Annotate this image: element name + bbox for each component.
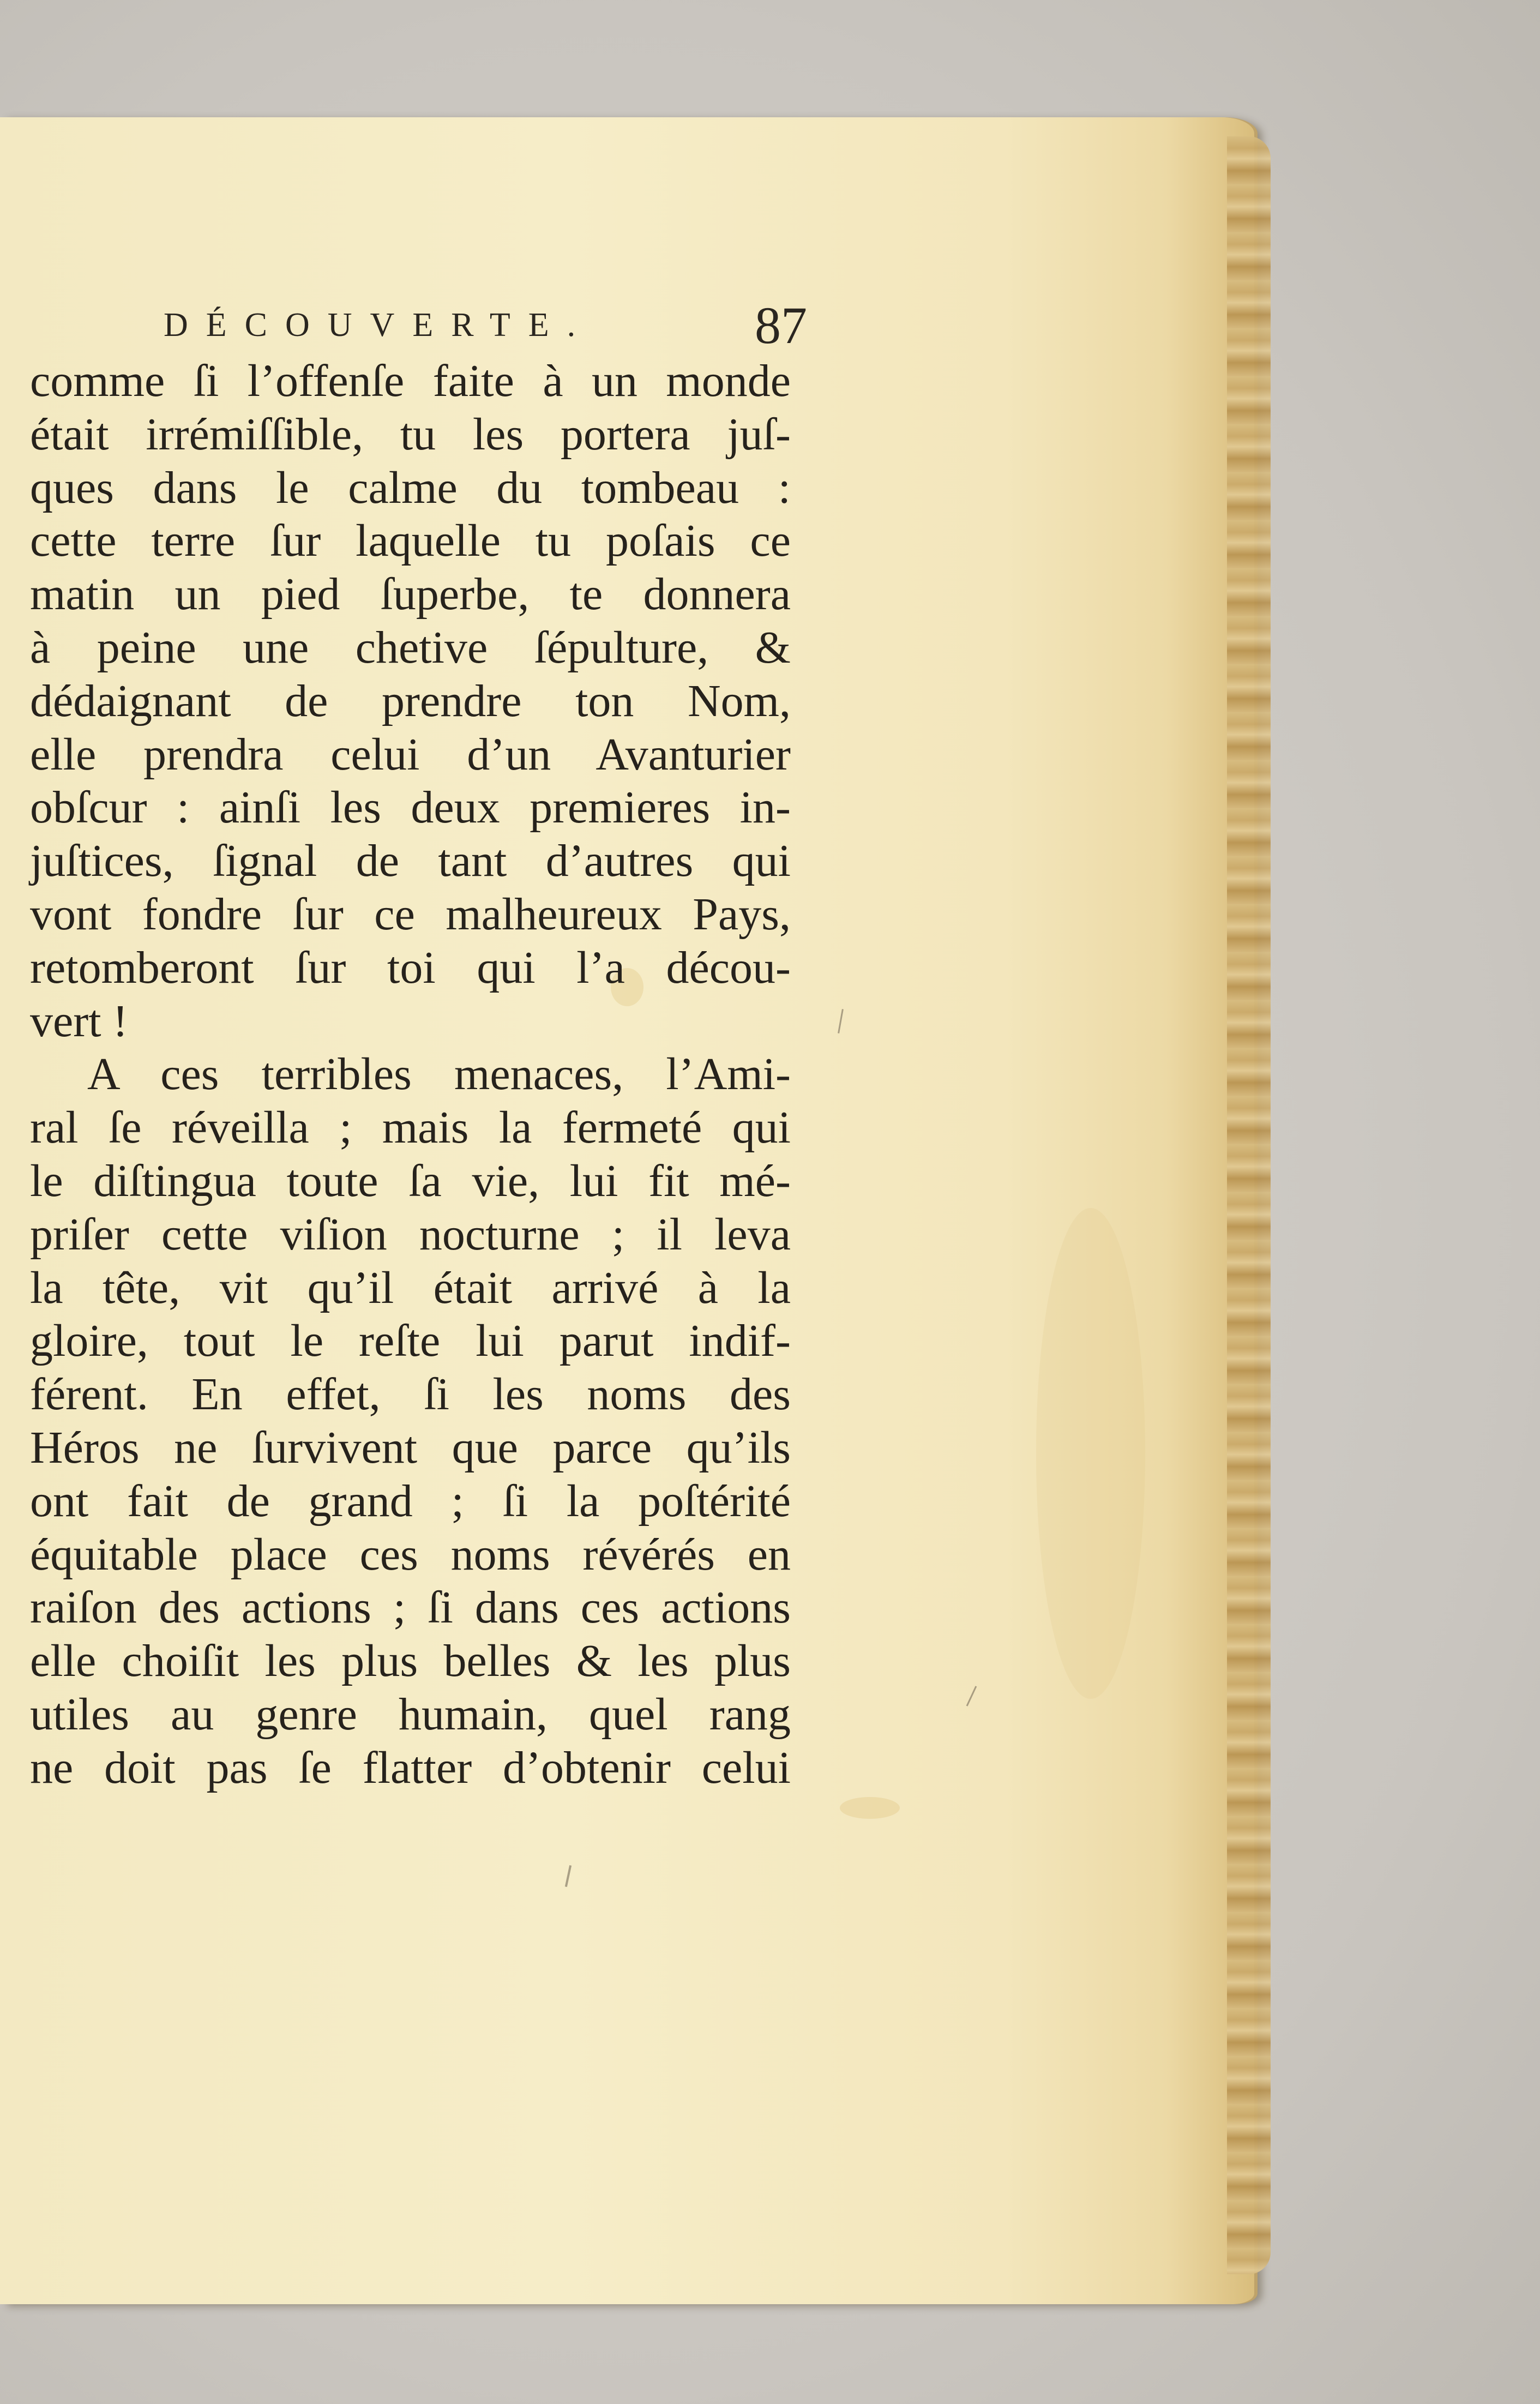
running-title: DÉCOUVERTE. — [164, 306, 594, 344]
text-line: vont fondre ſur ce malheureux Pays, — [30, 888, 791, 940]
text-line: A ces terribles menaces, l’Ami- — [87, 1049, 791, 1100]
text-line: matin un pied ſuperbe, te donnera — [30, 569, 791, 620]
text-line: gloire, tout le reſte lui parut indif- — [30, 1315, 791, 1367]
text-line: comme ſi l’offenſe faite à un monde — [30, 356, 791, 406]
text-line: était irrémiſſible, tu les portera juſ- — [30, 408, 791, 460]
text-line: utiles au genre humain, quel rang — [30, 1688, 791, 1740]
text-line: la tête, vit qu’il était arrivé à la — [30, 1262, 791, 1313]
text-line: ont fait de grand ; ſi la poſtérité — [30, 1475, 791, 1526]
text-line: cette terre ſur laquelle tu poſais ce — [30, 515, 791, 567]
text-line: obſcur : ainſi les deux premieres in- — [30, 782, 791, 833]
text-line: le diſtingua toute ſa vie, lui fit mé- — [30, 1155, 791, 1206]
page-header — [164, 296, 807, 356]
paper-stain — [840, 1797, 900, 1819]
text-line: férent. En effet, ſi les noms des — [30, 1369, 791, 1420]
text-line: ques dans le calme du tombeau : — [30, 462, 791, 513]
text-line: priſer cette viſion nocturne ; il leva — [30, 1209, 791, 1260]
text-line: équitable place ces noms révérés en — [30, 1529, 791, 1580]
text-line: elle choiſit les plus belles & les plus — [30, 1636, 791, 1687]
paper-stain — [1036, 1208, 1145, 1699]
book-fore-edge — [1227, 136, 1271, 2274]
text-line: raiſon des actions ; ſi dans ces actions — [30, 1582, 791, 1633]
text-line: retomberont ſur toi qui l’a décou- — [30, 942, 791, 993]
text-line: juſtices, ſignal de tant d’autres qui — [30, 836, 791, 887]
text-line: elle prendra celui d’un Avanturier — [30, 729, 791, 780]
text-line: Héros ne ſurvivent que parce qu’ils — [30, 1422, 791, 1473]
page-number: 87 — [755, 296, 807, 354]
text-line: ral ſe réveilla ; mais la fermeté qui — [30, 1102, 791, 1153]
text-line: ne doit pas ſe flatter d’obtenir celui — [30, 1742, 791, 1793]
text-line: vert ! — [30, 995, 128, 1047]
text-line: à peine une chetive ſépulture, & — [30, 622, 791, 673]
text-line: dédaignant de prendre ton Nom, — [30, 675, 791, 726]
body-text — [30, 354, 791, 1795]
